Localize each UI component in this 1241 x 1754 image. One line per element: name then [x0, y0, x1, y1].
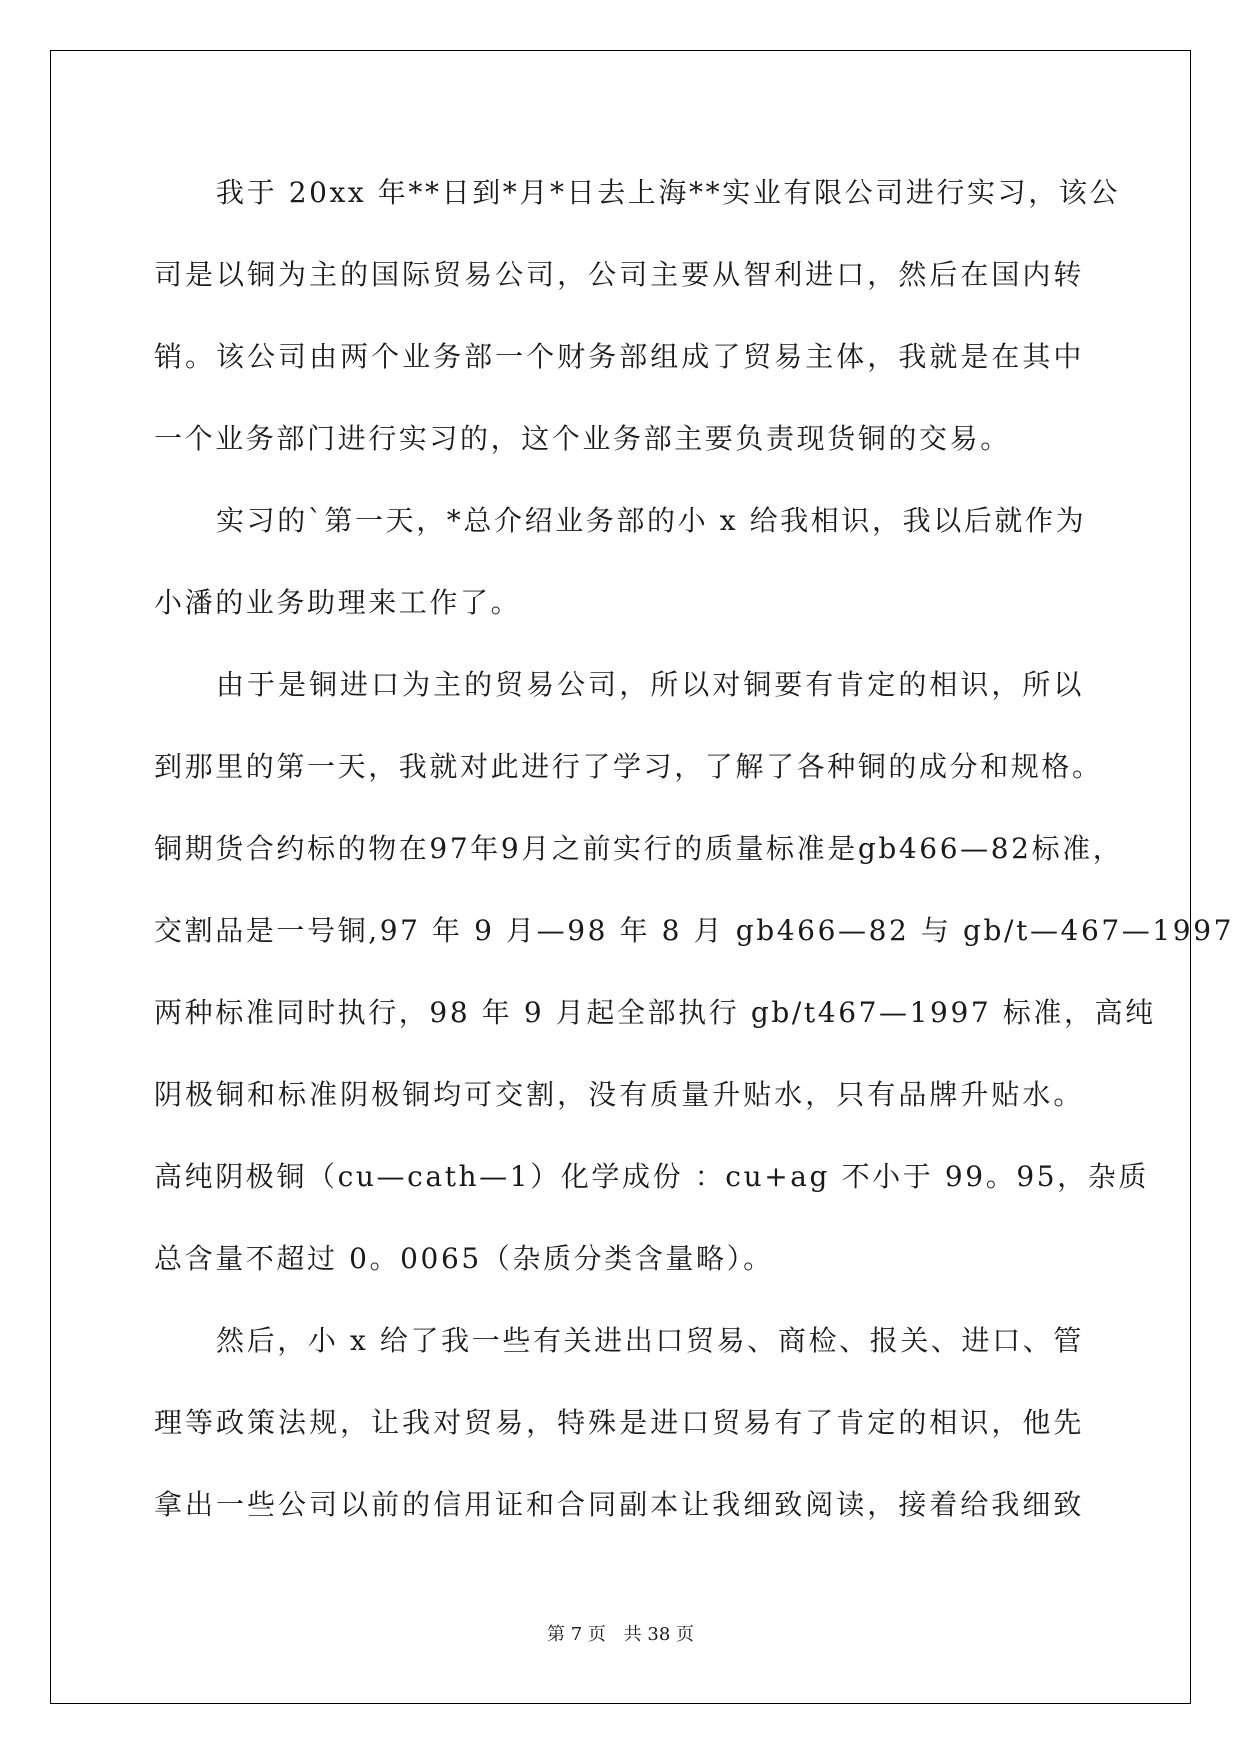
document-body — [154, 152, 1235, 1546]
text-line: 然后，小 x 给了我一些有关进出口贸易、商检、报关、进口、管 — [216, 1324, 1084, 1357]
text-line: 司是以铜为主的国际贸易公司，公司主要从智利进口，然后在国内转 — [154, 258, 1084, 291]
text-line: 我于 20xx 年**日到*月*日去上海**实业有限公司进行实习，该公 — [216, 176, 1121, 209]
paragraph-4 — [154, 1300, 1084, 1546]
text-line: 小潘的业务助理来工作了。 — [154, 586, 522, 619]
text-line: 交割品是一号铜,97 年 9 月—98 年 8 月 gb466—82 与 gb/t—467—1997 — [154, 914, 1235, 947]
text-line: 到那里的第一天，我就对此进行了学习，了解了各种铜的成分和规格。 — [154, 750, 1103, 783]
text-line: 实习的`第一天，*总介绍业务部的小 x 给我相识，我以后就作为 — [216, 504, 1087, 537]
text-line: 阴极铜和标准阴极铜均可交割，没有质量升贴水，只有品牌升贴水。 — [154, 1078, 1084, 1111]
text-line: 铜期货合约标的物在97年9月之前实行的质量标准是gb466—82标准， — [154, 832, 1124, 865]
text-line: 理等政策法规，让我对贸易，特殊是进口贸易有了肯定的相识，他先 — [154, 1406, 1084, 1439]
text-line: 高纯阴极铜（cu—cath—1）化学成份 ：cu+ag 不小于 99。95，杂质 — [154, 1160, 1149, 1193]
text-line: 一个业务部门进行实习的，这个业务部主要负责现货铜的交易。 — [154, 422, 1011, 455]
text-line: 总含量不超过 0。0065（杂质分类含量略）。 — [154, 1242, 774, 1275]
text-line: 两种标准同时执行，98 年 9 月起全部执行 gb/t467—1997 标准，高纯 — [154, 996, 1156, 1029]
text-line: 销。该公司由两个业务部一个财务部组成了贸易主体，我就是在其中 — [154, 340, 1084, 373]
text-line: 拿出一些公司以前的信用证和合同副本让我细致阅读，接着给我细致 — [154, 1488, 1084, 1521]
paragraph-3 — [154, 644, 1235, 1300]
page-total: 共 38 页 — [623, 1624, 694, 1645]
paragraph-1 — [154, 152, 1121, 480]
page-number: 第 7 页 — [547, 1624, 606, 1645]
text-line: 由于是铜进口为主的贸易公司，所以对铜要有肯定的相识，所以 — [216, 668, 1084, 701]
page-footer — [0, 1620, 1241, 1646]
paragraph-2 — [154, 480, 1087, 644]
